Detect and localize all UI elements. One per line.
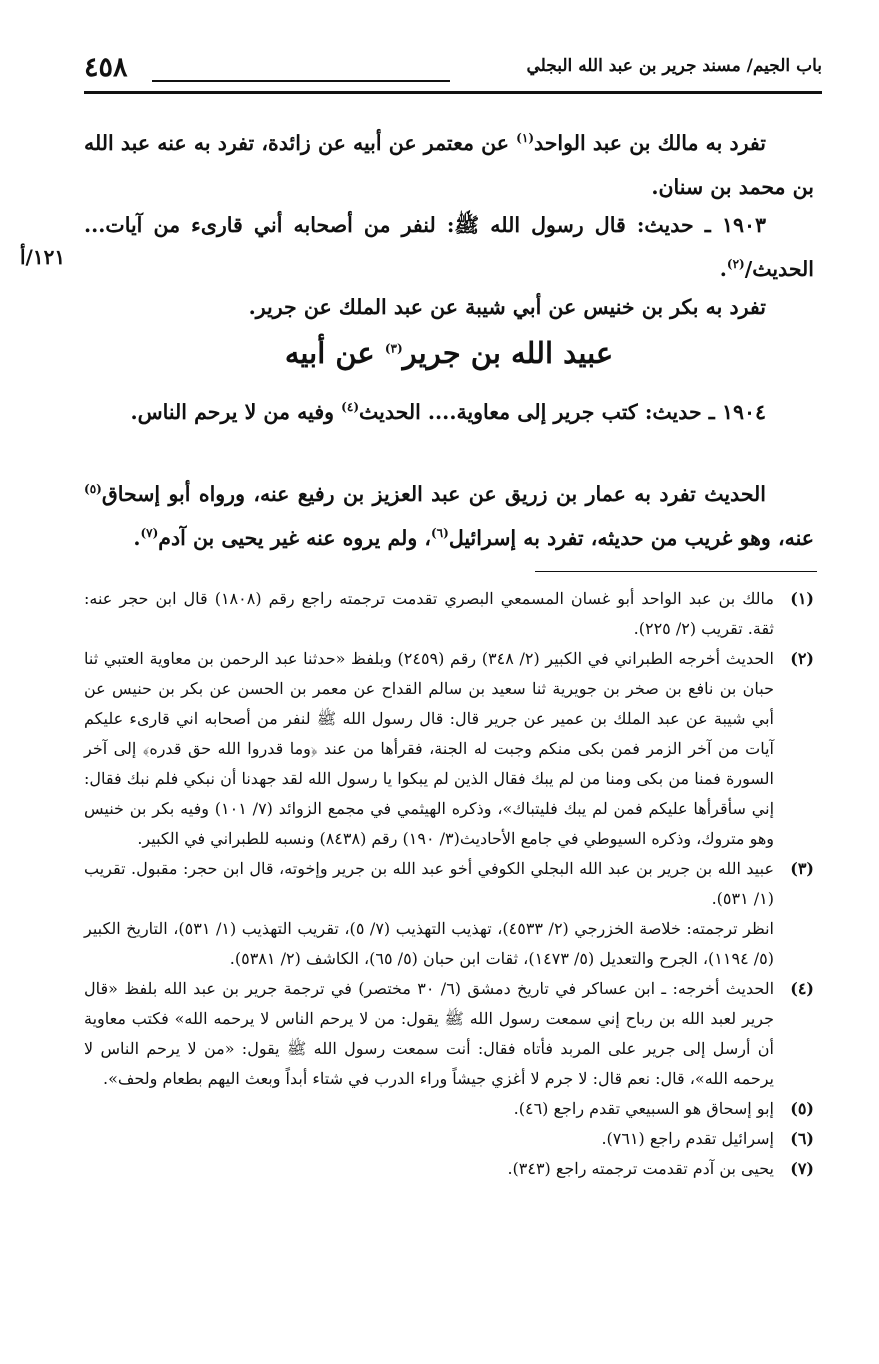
hadith-1904-rest: وفيه من لا يرحم الناس. [130, 400, 342, 424]
section-title [84, 336, 814, 370]
header-line [152, 80, 450, 82]
footnote-6 [84, 1124, 814, 1154]
footnote-text: مالك بن عبد الواحد أبو غسان المسمعي البصري تقدمت ترجمته راجع رقم (١٨٠٨) قال ابن حجر عنه: ثقة. تقريب (٢/ ٢٢٥). [84, 589, 774, 638]
footnote-text: عبيد الله بن جرير بن عبد الله البجلي الكوفي أخو عبد الله بن جرير وإخوته، قال ابن حجر: مقبول. تقريب (١/ ٥٣١). [84, 859, 774, 908]
hadith-1904 [84, 390, 814, 434]
footnote-7 [84, 1154, 814, 1184]
footnote-4 [84, 974, 814, 1094]
footnote-ref-1[interactable]: (١) [516, 131, 534, 146]
hadith-1903 [84, 203, 814, 291]
footnote-ref-5[interactable]: (٥) [84, 482, 102, 497]
hadith-1904-text: كتب جرير إلى معاوية.... الحديث [359, 400, 645, 424]
footnote-5 [84, 1094, 814, 1124]
footnote-1 [84, 584, 814, 644]
footnote-text: يحيى بن آدم تقدمت ترجمته راجع (٣٤٣). [507, 1159, 774, 1178]
section-title-end: عن أبيه [284, 336, 385, 370]
p2-text: تفرد به بكر بن خنيس عن أبي شيبة عن عبد الملك عن جرير. [248, 295, 766, 319]
margin-note: ١٢١/أ [20, 245, 66, 269]
footnote-number: (١) [790, 589, 814, 608]
footnote-number: (٣) [790, 859, 814, 878]
hadith-1903-text: قال رسول الله ﷺ: لنفر من أصحابه أني قارىء من آيات... الحديث/ [84, 213, 814, 281]
p3-text-c: ، ولم يروه عنه غير يحيى بن آدم [158, 526, 431, 550]
page-number: ٤٥٨ [84, 52, 128, 83]
paragraph-1 [84, 121, 814, 209]
footnote-ref-6[interactable]: (٦) [430, 526, 449, 541]
footnote-number: (٢) [790, 649, 814, 668]
footnote-number: (٧) [790, 1159, 814, 1178]
footnote-number: (٥) [790, 1099, 814, 1118]
footnote-separator [535, 571, 817, 572]
p3-text: الحديث تفرد به عمار بن زريق عن عبد العزيز بن رفيع عنه، ورواه أبو إسحاق [101, 482, 766, 506]
footnote-text: إبو إسحاق هو السبيعي تقدم راجع (٤٦). [513, 1099, 774, 1118]
running-header [84, 50, 822, 90]
footnote-text: الحديث أخرجه: ـ ابن عساكر في تاريخ دمشق (٦/ ٣٠ مختصر) في ترجمة جرير بن عبد الله بلفظ «قال جرير لعبد الله بن رباح إني سمعت رسول الله ﷺ يقول: من لا يرحم الناس لا يرحمه الله» فكتب معاوية أن أرسل إلى جرير على المربد فأتاه فقال: أنت سمعت رسول الله ﷺ يقول: «من لا يرحم الناس لا يرحمه الله»، قال: نعم قال: لا جرم لا أغزي جيشاً وراء الدرب في شتاء أبداً وبعث اليهم بطعام ولحف». [84, 979, 775, 1088]
footnote-text: الحديث أخرجه الطبراني في الكبير (٢/ ٣٤٨) رقم (٢٤٥٩) وبلفظ «حدثنا عبد الرحمن بن معاوية العتبي ثنا حبان بن نافع بن صخر بن جويرية ثنا سعيد بن سالم القداح عن معمر بن الحسن عن بكر بن حنيس عن أبي شيبة عن عبد الملك بن عمير عن جرير قال: قال رسول الله ﷺ لنفر من أصحابه اني قارىء عليكم آيات من آخر الزمر فمن بكى منكم وجبت له الجنة، فقرأها من عند ﴿وما قدروا الله حق قدره﴾ إلى آخر السورة فمنا من بكى ومنا من لم يبك فقال الذين لم يبكوا يا رسول الله لقد جهدنا أن نبكي فلم نبك فقال: إني سأقرأها عليكم فمن لم يبك فليتباك»، وذكره الهيثمي في مجمع الزوائد (٧/ ١٠١) وفيه بكر بن خنيس وهو متروك، وذكره السيوطي في جامع الأحاديث(٣/ ١٩٠) رقم (٨٤٣٨) ونسبه للطبراني في الكبير. [84, 649, 775, 848]
p1-rest: عن معتمر عن أبيه عن زائدة، تفرد به عنه عبد الله بن محمد بن سنان. [84, 131, 814, 199]
footnotes [84, 584, 814, 1184]
footnote-number: (٤) [790, 979, 814, 998]
header-rule [84, 91, 822, 94]
hadith-1904-label: ١٩٠٤ ـ حديث: [644, 400, 766, 424]
header-title: باب الجيم/ مسند جرير بن عبد الله البجلي [526, 56, 822, 76]
footnote-3-extra: انظر ترجمته: خلاصة الخزرجي (٢/ ٤٥٣٣)، تهذيب التهذيب (٧/ ٥)، تقريب التهذيب (١/ ٥٣١)، التاريخ الكبير (٥/ ١١٩٤)، الجرح والتعديل (٥/ ١٤٧٣)، ثقات ابن حبان (٥/ ٦٥)، الكاشف (٢/ ٥٣٨١). [84, 919, 774, 968]
paragraph-2 [84, 285, 814, 329]
footnote-ref-7[interactable]: (٧) [140, 526, 159, 541]
p3-text-b: عنه، وهو غريب من حديثه، تفرد به إسرائيل [448, 526, 814, 550]
footnote-ref-3[interactable]: (٣) [384, 341, 403, 356]
footnote-ref-4[interactable]: (٤) [341, 400, 359, 415]
p1-text: تفرد به مالك بن عبد الواحد [534, 131, 766, 155]
footnote-number: (٦) [790, 1129, 814, 1148]
footnote-ref-2[interactable]: (٢) [726, 257, 745, 272]
hadith-1903-end: . [719, 257, 727, 281]
footnote-3 [84, 854, 814, 914]
paragraph-3 [84, 472, 814, 560]
hadith-1903-label: ١٩٠٣ ـ حديث: [636, 213, 766, 237]
p3-end: . [133, 526, 141, 550]
footnote-2 [84, 644, 814, 854]
section-title-text: عبيد الله بن جرير [402, 336, 614, 370]
footnote-text: إسرائيل تقدم راجع (٧٦١). [601, 1129, 774, 1148]
